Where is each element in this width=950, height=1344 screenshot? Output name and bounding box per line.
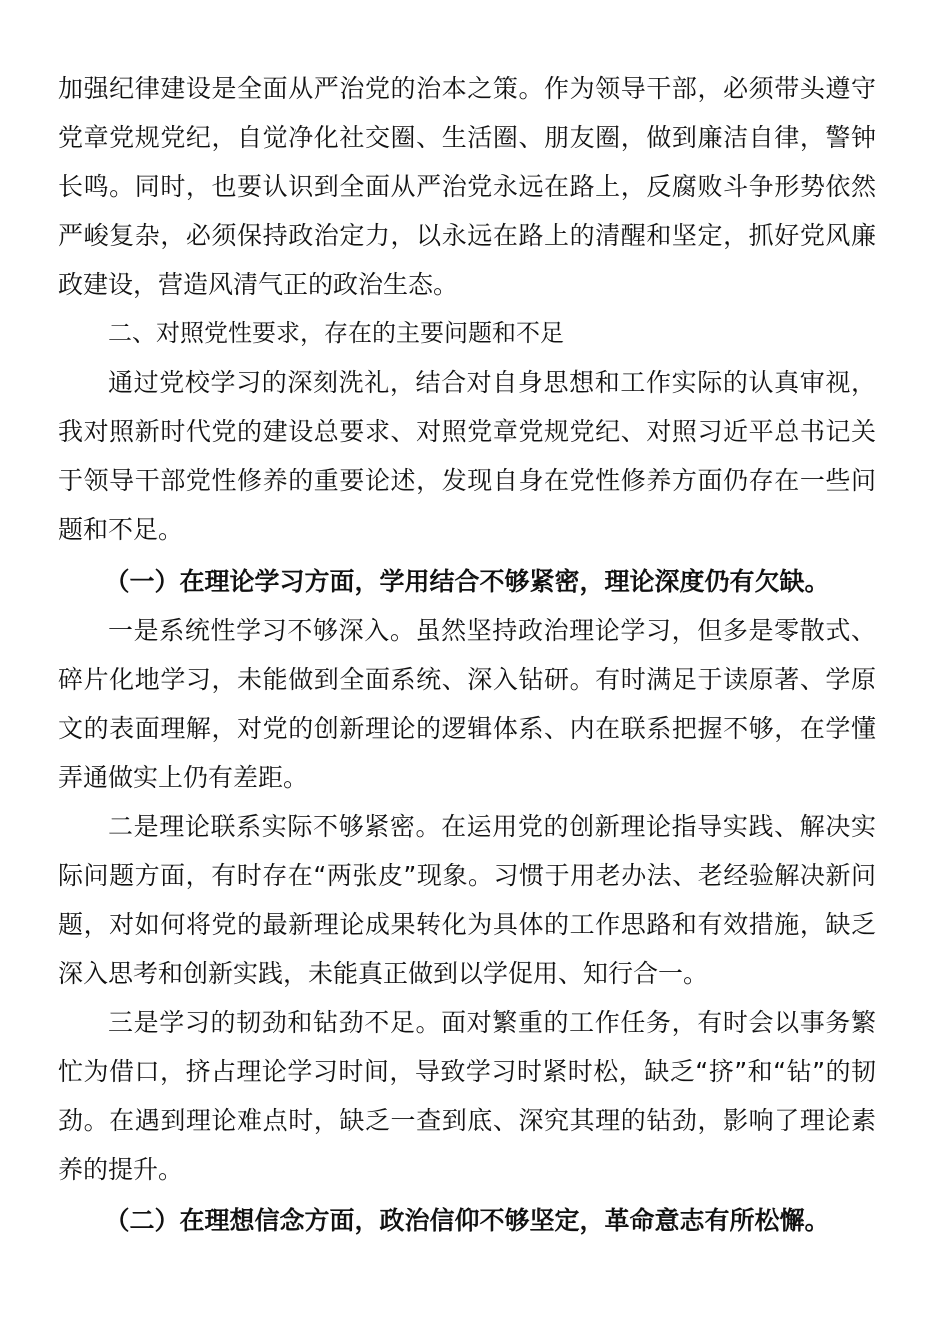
subheading-theory-study: （一）在理论学习方面，学用结合不够紧密，理论深度仍有欠缺。 [104,567,830,596]
paragraph-point-one: 一是系统性学习不够深入。虽然坚持政治理论学习，但多是零散式、碎片化地学习，未能做到全面系统、深入钻研。有时满足于读原著、学原文的表面理解，对党的创新理论的逻辑体系、内在联系把握不够，在学懂弄通做实上仍有差距。 [58,616,876,792]
paragraph-intro-problems: 通过党校学习的深刻洗礼，结合对自身思想和工作实际的认真审视，我对照新时代党的建设总要求、对照党章党规党纪、对照习近平总书记关于领导干部党性修养的重要论述，发现自身在党性修养方面仍存在一些问题和不足。 [58,368,876,544]
document-page [58,64,876,1245]
paragraph-point-three: 三是学习的韧劲和钻劲不足。面对繁重的工作任务，有时会以事务繁忙为借口，挤占理论学习时间，导致学习时紧时松，缺乏“挤”和“钻”的韧劲。在遇到理论难点时，缺乏一查到底、深究其理的钻劲，影响了理论素养的提升。 [58,1008,876,1184]
paragraph-point-two: 二是理论联系实际不够紧密。在运用党的创新理论指导实践、解决实际问题方面，有时存在“两张皮”现象。习惯于用老办法、老经验解决新问题，对如何将党的最新理论成果转化为具体的工作思路和有效措施，缺乏深入思考和创新实践，未能真正做到以学促用、知行合一。 [58,812,876,988]
subheading-ideals-beliefs: （二）在理想信念方面，政治信仰不够坚定，革命意志有所松懈。 [104,1206,830,1235]
section-heading-problems: 二、对照党性要求，存在的主要问题和不足 [108,319,564,347]
paragraph-discipline: 加强纪律建设是全面从严治党的治本之策。作为领导干部，必须带头遵守党章党规党纪，自觉净化社交圈、生活圈、朋友圈，做到廉洁自律，警钟长鸣。同时，也要认识到全面从严治党永远在路上，反腐败斗争形势依然严峻复杂，必须保持政治定力，以永远在路上的清醒和坚定，抓好党风廉政建设，营造风清气正的政治生态。 [58,74,876,299]
